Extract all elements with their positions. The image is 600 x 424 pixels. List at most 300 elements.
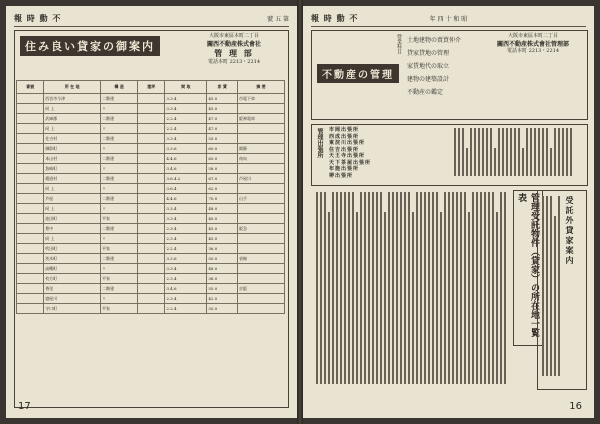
print-text-column: [412, 212, 414, 384]
left-phone-label: 電話本町: [207, 59, 228, 65]
left-table-header-cell: 摘 要: [237, 81, 284, 94]
left-table-cell: 3.6.4: [165, 184, 207, 194]
left-table-row: [17, 284, 285, 294]
print-text-column: [320, 192, 322, 384]
print-text-column: [384, 212, 386, 384]
left-table-cell: 55.0: [207, 284, 238, 294]
left-table-cell: [138, 214, 165, 224]
left-table-row: [17, 304, 285, 314]
print-text-column: [534, 128, 536, 176]
left-table-cell: 47.0: [207, 124, 238, 134]
left-table-cell: [138, 164, 165, 174]
left-table-cell: 48.0: [207, 204, 238, 214]
print-text-column: [436, 192, 438, 384]
left-table-cell: 3.3.6: [165, 144, 207, 154]
print-text-column: [518, 128, 520, 176]
left-banner: 住み良い貸家の御案内: [20, 36, 160, 56]
print-text-column: [448, 192, 450, 384]
left-table-cell: [138, 234, 165, 244]
left-table-cell: 3.3.4: [165, 134, 207, 144]
print-text-column: [526, 128, 528, 176]
print-text-column: [474, 128, 476, 176]
right-office-item: 堺出張所: [329, 172, 354, 179]
left-table-cell: 平家: [101, 274, 138, 284]
right-service-item: 家賃地代の取立: [407, 63, 450, 70]
left-table-header-cell: 番號: [17, 81, 44, 94]
left-table-cell: [237, 264, 284, 274]
left-table-cell: 同 上: [44, 234, 101, 244]
left-table-cell: [237, 104, 284, 114]
left-table-cell: [17, 254, 44, 264]
left-table-cell: [17, 274, 44, 284]
right-service-item: 貸家貸地の管理: [407, 50, 450, 57]
right-phone: [483, 48, 583, 54]
left-table-cell: 同 上: [44, 104, 101, 114]
left-table-cell: 茨木町: [44, 254, 101, 264]
print-text-column: [392, 192, 394, 384]
print-text-column: [328, 212, 330, 384]
left-company-address: 大阪市東區本町二丁目: [208, 33, 259, 39]
left-table-cell: 50.0: [207, 254, 238, 264]
print-text-column: [376, 192, 378, 384]
left-table-row: [17, 184, 285, 194]
left-table-cell: 二階建: [101, 114, 138, 124]
print-text-column: [546, 196, 548, 376]
left-table-header-cell: 所 在 地: [44, 81, 101, 94]
left-table-cell: 省線: [237, 254, 284, 264]
left-table-cell: [17, 94, 44, 104]
left-table-cell: 2.3.4: [165, 224, 207, 234]
left-table-cell: 二階建: [101, 254, 138, 264]
print-text-column: [332, 192, 334, 384]
left-table-cell: [17, 234, 44, 244]
left-table-cell: [138, 154, 165, 164]
print-text-column: [372, 192, 374, 384]
left-table-cell: [138, 144, 165, 154]
left-table-cell: [17, 114, 44, 124]
print-text-column: [440, 212, 442, 384]
print-text-column: [542, 196, 544, 376]
print-text-column: [460, 192, 462, 384]
print-text-column: [500, 192, 502, 384]
left-table-cell: [17, 184, 44, 194]
left-table-row: [17, 234, 285, 244]
print-text-column: [424, 192, 426, 384]
left-table-cell: [17, 144, 44, 154]
print-text-column: [420, 192, 422, 384]
print-text-column: [522, 148, 524, 176]
left-table-cell: [17, 124, 44, 134]
left-table-cell: 4.4.6: [165, 154, 207, 164]
left-table-cell: 同 上: [44, 124, 101, 134]
left-table-cell: [138, 134, 165, 144]
print-text-column: [554, 216, 556, 376]
left-table-row: [17, 94, 285, 104]
left-table-cell: [17, 224, 44, 234]
left-table-cell: [138, 204, 165, 214]
print-text-column: [452, 192, 454, 384]
left-table-cell: [138, 274, 165, 284]
left-table-cell: 高槻町: [44, 264, 101, 274]
print-text-column: [492, 192, 494, 384]
print-text-column: [462, 128, 464, 176]
left-table-cell: 寝屋川: [44, 294, 101, 304]
right-office-item: 住吉出張所: [329, 146, 360, 153]
left-table-cell: 36.0: [207, 244, 238, 254]
left-table-cell: 60.0: [207, 144, 238, 154]
left-table-cell: 2.2.4: [165, 244, 207, 254]
left-phone-numbers: 2213・2214: [229, 59, 261, 65]
left-company-dept: 管 理 部: [214, 48, 254, 58]
right-offices-addresses: [453, 128, 581, 180]
left-table-row: [17, 264, 285, 274]
print-text-column: [454, 128, 456, 176]
print-text-column: [428, 192, 430, 384]
left-company-name: 關西不動産株式會社: [206, 41, 261, 48]
right-offices-label: 管理出張所: [316, 128, 323, 158]
right-side-heading: 受託外貸家案内: [565, 196, 575, 266]
left-table-cell: 二階建: [101, 224, 138, 234]
print-text-column: [456, 192, 458, 384]
left-table-cell: 山手: [237, 194, 284, 204]
left-table-cell: [17, 264, 44, 274]
left-table-cell: 45.0: [207, 104, 238, 114]
left-table-cell: 芦屋: [44, 194, 101, 204]
print-text-column: [464, 192, 466, 384]
left-table-row: [17, 164, 285, 174]
print-text-column: [514, 128, 516, 176]
left-table-cell: 御影町: [44, 144, 101, 154]
left-table-cell: 同 上: [44, 184, 101, 194]
right-page-header: [311, 10, 586, 27]
print-text-column: [554, 128, 556, 176]
left-table-cell: 京阪: [237, 284, 284, 294]
print-text-column: [484, 192, 486, 384]
left-table-cell: [138, 124, 165, 134]
left-header-title: 報 時 動 不: [14, 13, 62, 23]
print-text-column: [498, 128, 500, 176]
right-office-item: 東淀川出張所: [329, 140, 366, 146]
print-text-column: [408, 192, 410, 384]
left-table-cell: 同 上: [44, 204, 101, 214]
left-page: [6, 6, 297, 418]
left-table-cell: [237, 304, 284, 314]
left-table-cell: [237, 164, 284, 174]
left-table-cell: 本山村: [44, 154, 101, 164]
left-table-header-row: [17, 81, 285, 94]
left-table-cell: 閑静: [237, 144, 284, 154]
left-table-header-cell: 建坪: [138, 81, 165, 94]
print-text-column: [380, 192, 382, 384]
right-phone-label: 電話本町: [506, 48, 527, 54]
left-table-cell: 4.4.6: [165, 194, 207, 204]
print-text-column: [316, 192, 318, 384]
left-rental-table: [16, 80, 285, 314]
left-phone: [184, 59, 284, 65]
left-table-cell: [17, 294, 44, 304]
print-text-column: [504, 192, 506, 384]
left-table-cell: [138, 224, 165, 234]
left-table-cell: [237, 274, 284, 284]
left-table-cell: [17, 134, 44, 144]
left-table-cell: 魚崎町: [44, 164, 101, 174]
print-text-column: [502, 128, 504, 176]
left-table-cell: 70.0: [207, 194, 238, 204]
left-table-cell: 〃: [101, 204, 138, 214]
left-table-cell: 2.2.4: [165, 304, 207, 314]
print-text-column: [488, 192, 490, 384]
left-table-cell: [138, 194, 165, 204]
print-text-column: [490, 128, 492, 176]
left-table-row: [17, 244, 285, 254]
left-table-row: [17, 104, 285, 114]
print-text-column: [356, 212, 358, 384]
left-table-cell: 3.3.4: [165, 204, 207, 214]
left-table-cell: [17, 204, 44, 214]
left-table-cell: 62.0: [207, 184, 238, 194]
left-table-cell: 47.0: [207, 114, 238, 124]
print-text-column: [550, 196, 552, 376]
left-table-cell: [17, 284, 44, 294]
left-table-cell: 2.3.4: [165, 274, 207, 284]
left-table-cell: 3.3.4: [165, 214, 207, 224]
print-text-column: [468, 212, 470, 384]
left-table-cell: 市電下車: [237, 94, 284, 104]
right-office-item: 天王寺出張所: [329, 153, 366, 159]
left-table-cell: 2.3.4: [165, 234, 207, 244]
left-table-row: [17, 214, 285, 224]
left-table-cell: 2.3.4: [165, 294, 207, 304]
left-table-cell: [138, 104, 165, 114]
left-table-cell: 〃: [101, 164, 138, 174]
left-table-cell: 南向: [237, 154, 284, 164]
left-table-cell: 45.0: [207, 94, 238, 104]
right-service-item: 建物の建築設計: [407, 76, 450, 83]
print-text-column: [530, 128, 532, 176]
right-header-title: 報 時 動 不: [311, 13, 359, 23]
left-table-cell: [237, 134, 284, 144]
right-office-item: 市岡出張所: [329, 127, 360, 133]
print-text-column: [348, 192, 350, 384]
left-table-cell: 二階建: [101, 284, 138, 294]
print-text-column: [476, 192, 478, 384]
left-table-cell: 池田町: [44, 214, 101, 224]
print-text-column: [368, 192, 370, 384]
right-banner: 不動産の管理: [317, 64, 399, 83]
print-text-column: [570, 128, 572, 176]
left-table-cell: [138, 114, 165, 124]
print-text-column: [506, 128, 508, 176]
print-text-column: [396, 192, 398, 384]
print-text-column: [404, 192, 406, 384]
left-table-cell: 二階建: [101, 194, 138, 204]
right-company-block: [483, 33, 583, 54]
right-services-label: 營業科目: [396, 34, 402, 54]
left-table-row: [17, 294, 285, 304]
left-table-row: [17, 254, 285, 264]
left-table-cell: 3.4.6: [165, 284, 207, 294]
left-table-cell: [237, 204, 284, 214]
left-table-cell: 〃: [101, 184, 138, 194]
print-text-column: [486, 128, 488, 176]
print-text-column: [558, 128, 560, 176]
left-table-cell: [138, 284, 165, 294]
left-table-cell: [17, 104, 44, 114]
left-table-cell: [138, 304, 165, 314]
left-table-cell: [237, 184, 284, 194]
print-text-column: [546, 128, 548, 176]
print-text-column: [494, 148, 496, 176]
left-table-cell: 3.3.4: [165, 264, 207, 274]
left-table-cell: [17, 164, 44, 174]
left-table-cell: 西宮市今津: [44, 94, 101, 104]
left-table-row: [17, 174, 285, 184]
left-table-cell: 枚方町: [44, 274, 101, 284]
left-table-cell: 芦屋川: [237, 174, 284, 184]
right-office-item: 布施出張所: [329, 166, 360, 172]
right-office-item: 西成出張所: [329, 133, 360, 140]
left-table-cell: 精道村: [44, 174, 101, 184]
left-table-cell: 二階建: [101, 94, 138, 104]
print-text-column: [344, 192, 346, 384]
left-table-row: [17, 204, 285, 214]
left-table-row: [17, 194, 285, 204]
right-offices-list: [329, 127, 449, 179]
print-text-column: [400, 192, 402, 384]
left-table-row: [17, 114, 285, 124]
left-table-cell: 住吉村: [44, 134, 101, 144]
right-page-number: 16: [569, 401, 582, 412]
left-table-row: [17, 134, 285, 144]
left-table-cell: [138, 264, 165, 274]
print-text-column: [466, 148, 468, 176]
left-table-cell: 65.0: [207, 154, 238, 164]
print-text-column: [324, 192, 326, 384]
left-table-cell: 45.0: [207, 234, 238, 244]
left-table-cell: 二階建: [101, 134, 138, 144]
left-table-cell: [17, 174, 44, 184]
left-page-number: 17: [18, 401, 31, 412]
print-text-column: [542, 128, 544, 176]
left-table-cell: 48.0: [207, 264, 238, 274]
left-table-cell: [138, 294, 165, 304]
right-office-item: 天下茶屋出張所: [329, 159, 372, 166]
left-table-cell: 3.3.6: [165, 254, 207, 264]
print-text-column: [566, 128, 568, 176]
left-table-cell: [17, 304, 44, 314]
print-text-column: [416, 192, 418, 384]
left-table-cell: [17, 214, 44, 224]
left-table-cell: 吹田町: [44, 244, 101, 254]
left-table-header-cell: 間 取: [165, 81, 207, 94]
print-text-column: [480, 192, 482, 384]
left-table-cell: [17, 244, 44, 254]
right-company-address: 大阪市東區本町二丁目: [507, 33, 558, 39]
left-header-issue: 號 五 第: [267, 16, 289, 23]
left-table-cell: 〃: [101, 104, 138, 114]
left-page-header: [14, 10, 289, 27]
left-table-cell: [237, 214, 284, 224]
left-table-cell: 豊中: [44, 224, 101, 234]
left-table-cell: 3.6.4.2: [165, 174, 207, 184]
left-table-cell: 〃: [101, 294, 138, 304]
left-table-cell: 守口町: [44, 304, 101, 314]
left-table-cell: 〃: [101, 124, 138, 134]
left-table-cell: 阪急: [237, 224, 284, 234]
print-text-column: [458, 128, 460, 176]
left-table-cell: 42.0: [207, 294, 238, 304]
left-table-cell: 35.0: [207, 304, 238, 314]
print-text-column: [558, 196, 560, 376]
right-page: [303, 6, 594, 418]
left-table-cell: 平家: [101, 304, 138, 314]
left-table-cell: 45.0: [207, 224, 238, 234]
left-table-cell: [17, 194, 44, 204]
print-text-column: [340, 192, 342, 384]
print-text-column: [510, 128, 512, 176]
right-service-item: 不動産の鑑定: [407, 89, 444, 96]
print-text-column: [364, 192, 366, 384]
print-text-column: [336, 192, 338, 384]
print-text-column: [472, 192, 474, 384]
left-company-block: [184, 33, 284, 65]
left-table-cell: [237, 124, 284, 134]
left-table-cell: 55.0: [207, 134, 238, 144]
left-table-row: [17, 144, 285, 154]
print-text-column: [482, 128, 484, 176]
left-table-cell: [138, 254, 165, 264]
left-table-cell: 平家: [101, 214, 138, 224]
left-table-cell: 平家: [101, 244, 138, 254]
left-table-cell: 3.3.4: [165, 94, 207, 104]
right-property-listing-text: [315, 192, 507, 388]
right-services-list: [407, 34, 479, 99]
left-table-row: [17, 224, 285, 234]
print-text-column: [496, 212, 498, 384]
left-table-cell: [138, 94, 165, 104]
left-table-cell: [237, 234, 284, 244]
left-table-cell: 67.0: [207, 174, 238, 184]
print-text-column: [432, 192, 434, 384]
left-table-cell: 武庫郡: [44, 114, 101, 124]
left-table-cell: [138, 244, 165, 254]
right-vertical-heading: 管理受託物件（貸家）の所在地一覧表: [513, 190, 543, 346]
left-table-cell: 38.0: [207, 274, 238, 284]
left-table-cell: 58.0: [207, 164, 238, 174]
print-text-column: [550, 148, 552, 176]
left-table-cell: [237, 294, 284, 304]
left-table-cell: 40.0: [207, 214, 238, 224]
left-table-cell: 阪神電車: [237, 114, 284, 124]
print-text-column: [562, 128, 564, 176]
left-table-cell: 二階建: [101, 174, 138, 184]
left-table-cell: 2.2.4: [165, 124, 207, 134]
left-table-cell: 香里: [44, 284, 101, 294]
left-table-row: [17, 124, 285, 134]
left-table-cell: 3.3.4: [165, 104, 207, 114]
left-table-cell: 〃: [101, 234, 138, 244]
left-table-header-cell: 家 賃: [207, 81, 238, 94]
right-header-issue: 年 四 十 和 昭: [429, 16, 468, 23]
left-table-row: [17, 154, 285, 164]
left-table-cell: 〃: [101, 264, 138, 274]
left-table-cell: [17, 154, 44, 164]
print-text-column: [470, 128, 472, 176]
right-phone-numbers: 2213・2214: [528, 48, 560, 54]
right-service-item: 土地建物の賣買仲介: [407, 37, 462, 44]
left-table-cell: 3.4.6: [165, 164, 207, 174]
left-table-cell: 2.2.4: [165, 114, 207, 124]
